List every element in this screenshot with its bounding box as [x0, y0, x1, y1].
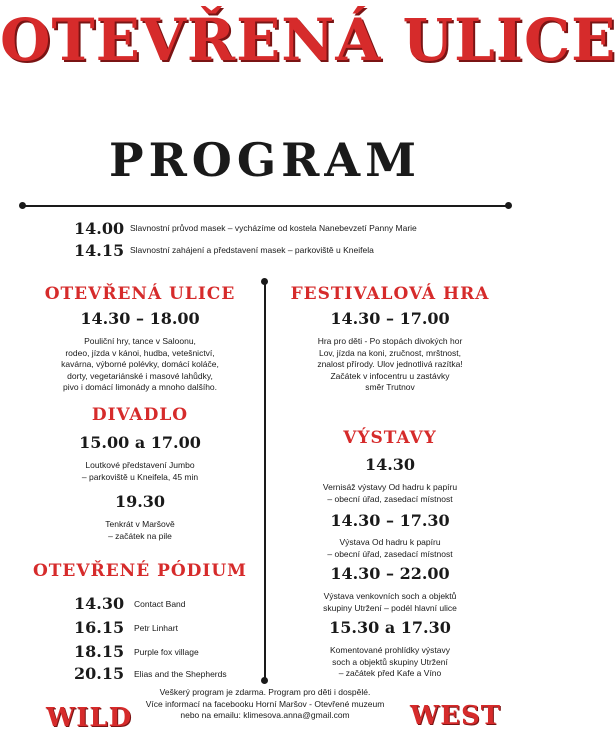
stage-time: 20.15	[74, 664, 125, 683]
section-text: Vernisáž výstavy Od hadru k papíru – obecní úřad, zasedací místnost	[322, 482, 458, 504]
section-heading-hra: FESTIVALOVÁ HRA	[290, 284, 490, 304]
section-text: Tenkrát v Maršově – začátek na pile	[105, 519, 175, 541]
section-time: 19.30	[114, 492, 166, 511]
opening-time: 14.00	[74, 219, 125, 238]
opening-text: Slavnostní zahájení a představení masek – parkoviště u Kneifela	[130, 245, 374, 255]
stage-name: Elias and the Shepherds	[134, 669, 227, 679]
section-text: Hra pro děti - Po stopách divokých hor Lov, jízda na koni, zručnost, mrštnost, znalost přírody. Ulov jednotlivá razítka! Začátek v infocentru u zastávky směr Trutnov	[317, 336, 463, 392]
divider	[22, 205, 508, 207]
section-text: Pouliční hry, tance v Saloonu, rodeo, jízda v kánoi, hudba, vetešnictví, kavárna, výborné polévky, domácí koláče, dorty, vegetariánské i masové lahůdky, pivo i domácí limonády a mnoho dalšího.	[61, 336, 219, 392]
divider-dot	[261, 677, 268, 684]
section-time: 15.30 a 17.30	[329, 618, 451, 637]
divider-dot	[19, 202, 26, 209]
section-time: 14.30	[364, 455, 416, 474]
divider-dot	[505, 202, 512, 209]
section-time: 14.30 – 17.30	[330, 511, 450, 530]
section-text: Loutkové představení Jumbo – parkoviště u Kneifela, 45 min	[81, 460, 199, 482]
stage-time: 14.30	[74, 594, 125, 613]
opening-text: Slavnostní průvod masek – vycházíme od kostela Nanebevzetí Panny Marie	[130, 223, 417, 233]
section-time: 14.30 – 17.00	[330, 309, 450, 328]
stage-time: 16.15	[74, 618, 125, 637]
section-text: Komentované prohlídky výstavy soch a objektů skupiny Utržení – začátek před Kafe a Víno	[329, 645, 450, 678]
section-heading-ulice: OTEVŘENÁ ULICE	[44, 284, 236, 304]
section-time: 15.00 a 17.00	[79, 433, 201, 452]
section-heading-vystavy: VÝSTAVY	[343, 428, 437, 448]
section-heading-podium: OTEVŘENÉ PÓDIUM	[32, 561, 248, 581]
page-subtitle: PROGRAM	[108, 133, 421, 187]
section-time: 14.30 – 22.00	[330, 564, 450, 583]
opening-time: 14.15	[74, 241, 125, 260]
stage-time: 18.15	[74, 642, 125, 661]
stage-name: Contact Band	[134, 599, 186, 609]
wild-wordmark: WILD	[46, 703, 133, 733]
west-wordmark: WEST	[410, 701, 502, 731]
section-heading-divadlo: DIVADLO	[91, 405, 189, 425]
section-time: 14.30 – 18.00	[80, 309, 200, 328]
section-text: Výstava Od hadru k papíru – obecní úřad, zasedací místnost	[327, 537, 453, 559]
stage-name: Purple fox village	[134, 647, 199, 657]
divider-dot	[261, 278, 268, 285]
stage-name: Petr Linhart	[134, 623, 178, 633]
column-divider	[264, 282, 266, 680]
page-title: OTEVŘENÁ ULICE	[0, 6, 616, 74]
footer-info: Veškerý program je zdarma. Program pro děti i dospělé. Více informací na facebooku Horní Maršov - Otevřené muzeum nebo na emailu: klimesova.anna@gmail.com	[145, 687, 385, 720]
section-text: Výstava venkovních soch a objektů skupiny Utržení – podél hlavní ulice	[323, 591, 457, 613]
